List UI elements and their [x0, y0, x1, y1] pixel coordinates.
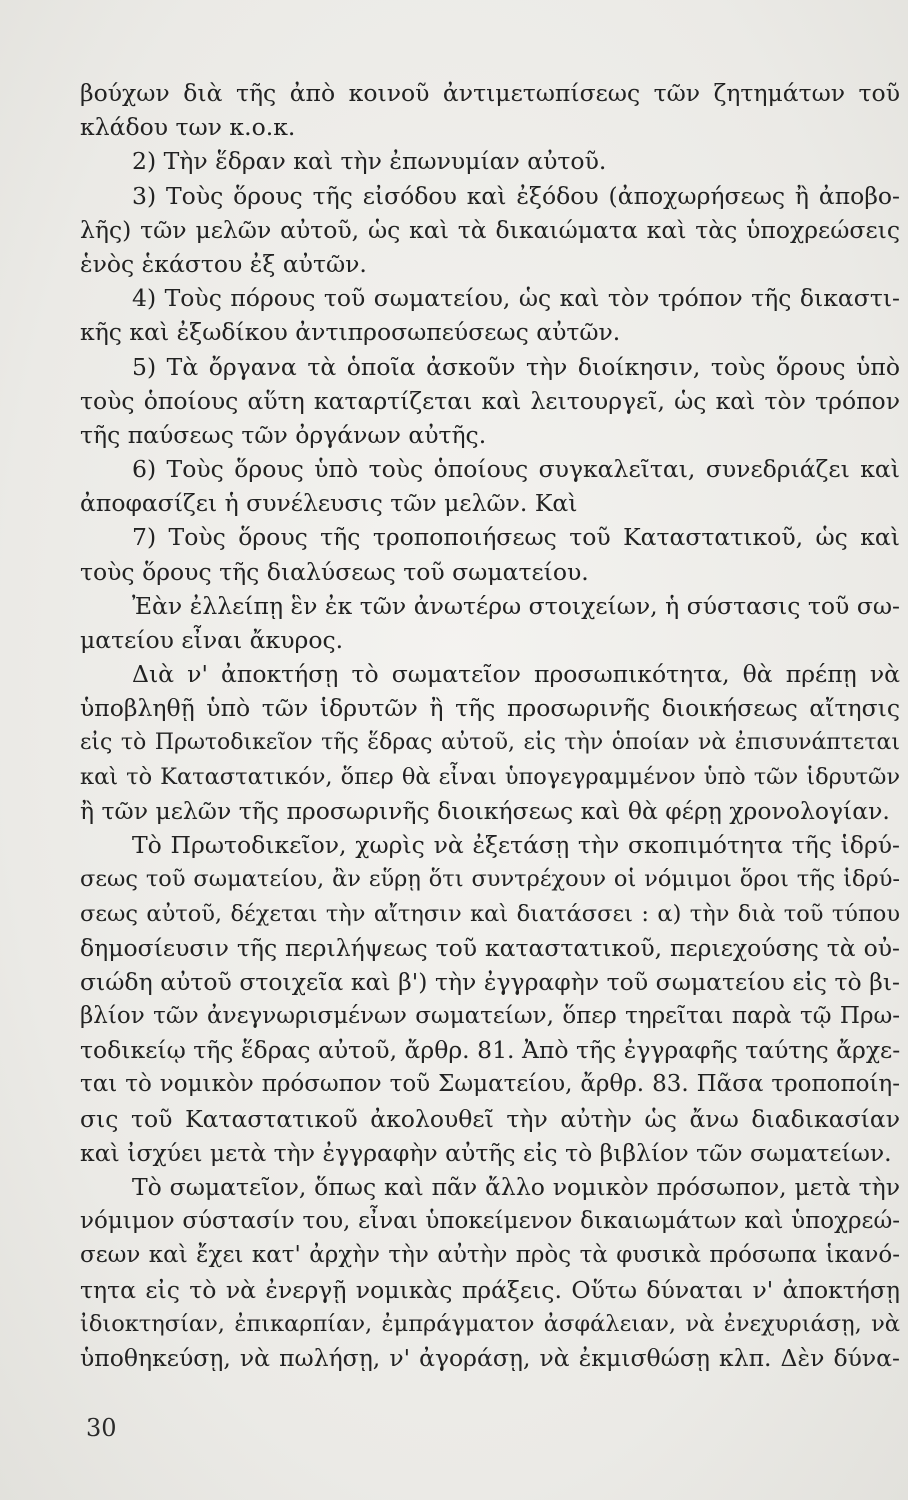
text-line: βούχων διὰ τῆς ἀπὸ κοινοῦ ἀντιμετωπίσεως τῶν ζητημάτων τοῦ: [80, 79, 900, 107]
text-line: τοὺς ὅρους τῆς διαλύσεως τοῦ σωματείου.: [80, 557, 589, 586]
text-line: σιώδη αὐτοῦ στοιχεῖα καὶ β') τὴν ἐγγραφὴν τοῦ σωματείου εἰς τὸ βι-: [80, 967, 900, 996]
text-line: τοὺς ὁποίους αὕτη καταρτίζεται καὶ λειτουργεῖ, ὡς καὶ τὸν τρόπον: [80, 386, 900, 415]
text-line: κλάδου των κ.ο.κ.: [80, 113, 296, 142]
text-line: κῆς καὶ ἐξωδίκου ἀντιπροσωπεύσεως αὐτῶν.: [80, 318, 621, 347]
text-line: Ἐὰν ἐλλείπῃ ἓν ἐκ τῶν ἀνωτέρω στοιχείων, ἡ σύστασις τοῦ σω-: [132, 591, 900, 620]
text-line: 7) Τοὺς ὅρους τῆς τροποποιήσεως τοῦ Καταστατικοῦ, ὡς καὶ: [132, 523, 900, 552]
body-text: [80, 76, 900, 1375]
text-line: Τὸ Πρωτοδικεῖον, χωρὶς νὰ ἐξετάσῃ τὴν σκοπιμότητα τῆς ἱδρύ-: [132, 831, 900, 860]
text-line: ματείου εἶναι ἄκυρος.: [80, 626, 344, 654]
text-line: 5) Τὰ ὄργανα τὰ ὁποῖα ἀσκοῦν τὴν διοίκησιν, τοὺς ὅρους ὑπὸ: [132, 352, 900, 381]
text-line: σις τοῦ Καταστατικοῦ ἀκολουθεῖ τὴν αὐτὴν ὡς ἄνω διαδικασίαν: [80, 1104, 900, 1133]
text-line: σεως αὐτοῦ, δέχεται τὴν αἴτησιν καὶ διατάσσει : α) τὴν διὰ τοῦ τύπου: [80, 900, 900, 927]
text-line: βλίον τῶν ἀνεγνωρισμένων σωματείων, ὅπερ τηρεῖται παρὰ τῷ Πρω-: [80, 1003, 900, 1030]
text-line: 2) Τὴν ἕδραν καὶ τὴν ἐπωνυμίαν αὐτοῦ.: [132, 147, 607, 176]
text-line: τητα εἰς τὸ νὰ ἐνεργῇ νομικὰς πράξεις. Οὕτω δύναται ν' ἀποκτήσῃ: [80, 1275, 900, 1304]
text-line: νόμιμον σύστασίν του, εἶναι ὑποκείμενον δικαιωμάτων καὶ ὑποχρεώ-: [80, 1208, 900, 1235]
text-line: 4) Τοὺς πόρους τοῦ σωματείου, ὡς καὶ τὸν τρόπον τῆς δικαστι-: [132, 284, 900, 313]
page-number: 30: [86, 1414, 117, 1442]
text-line: ἑνὸς ἑκάστου ἐξ αὐτῶν.: [80, 249, 367, 278]
text-line: καὶ ἰσχύει μετὰ τὴν ἐγγραφὴν αὐτῆς εἰς τὸ βιβλίον τῶν σωματείων.: [80, 1138, 892, 1167]
text-line: τοδικείῳ τῆς ἕδρας αὐτοῦ, ἄρθρ. 81. Ἀπὸ τῆς ἐγγραφῆς ταύτης ἄρχε-: [80, 1036, 900, 1065]
text-line: ἀποφασίζει ἡ συνέλευσις τῶν μελῶν. Καὶ: [80, 489, 578, 518]
text-line: Τὸ σωματεῖον, ὅπως καὶ πᾶν ἄλλο νομικὸν πρόσωπον, μετὰ τὴν: [132, 1173, 900, 1201]
text-line: 6) Τοὺς ὅρους ὑπὸ τοὺς ὁποίους συγκαλεῖται, συνεδριάζει καὶ: [132, 455, 900, 484]
text-line: Διὰ ν' ἀποκτήσῃ τὸ σωματεῖον προσωπικότητα, θὰ πρέπῃ νὰ: [132, 660, 900, 689]
text-line: σεων καὶ ἔχει κατ' ἀρχὴν τὴν αὐτὴν πρὸς τὰ φυσικὰ πρόσωπα ἱκανό-: [80, 1242, 900, 1269]
text-line: ὑποβληθῇ ὑπὸ τῶν ἱδρυτῶν ἢ τῆς προσωρινῆς διοικήσεως αἴτησις: [80, 694, 900, 723]
text-line: 3) Τοὺς ὅρους τῆς εἰσόδου καὶ ἐξόδου (ἀποχωρήσεως ἢ ἀποβο-: [132, 181, 900, 210]
text-line: λῆς) τῶν μελῶν αὐτοῦ, ὡς καὶ τὰ δικαιώματα καὶ τὰς ὑποχρεώσεις: [80, 215, 900, 244]
text-line: τῆς παύσεως τῶν ὀργάνων αὐτῆς.: [80, 420, 487, 449]
text-line: δημοσίευσιν τῆς περιλήψεως τοῦ καταστατικοῦ, περιεχούσης τὰ οὐ-: [80, 933, 900, 962]
text-line: σεως τοῦ σωματείου, ἂν εὕρῃ ὅτι συντρέχουν οἱ νόμιμοι ὅροι τῆς ἱδρύ-: [80, 866, 900, 893]
text-line: ται τὸ νομικὸν πρόσωπον τοῦ Σωματείου, ἄρθρ. 83. Πᾶσα τροποποίη-: [80, 1071, 900, 1098]
text-line: ἢ τῶν μελῶν τῆς προσωρινῆς διοικήσεως καὶ θὰ φέρῃ χρονολογίαν.: [80, 796, 890, 825]
text-line: καὶ τὸ Καταστατικόν, ὅπερ θὰ εἶναι ὑπογεγραμμένον ὑπὸ τῶν ἱδρυτῶν: [80, 763, 900, 790]
text-line: ὑποθηκεύσῃ, νὰ πωλήσῃ, ν' ἀγοράσῃ, νὰ ἐκμισθώσῃ κλπ. Δὲν δύνα-: [80, 1343, 900, 1372]
text-line: ἰδιοκτησίαν, ἐπικαρπίαν, ἐμπράγματον ἀσφάλειαν, νὰ ἐνεχυριάσῃ, νὰ: [80, 1310, 900, 1337]
text-line: εἰς τὸ Πρωτοδικεῖον τῆς ἕδρας αὐτοῦ, εἰς τὴν ὁποίαν νὰ ἐπισυνάπτεται: [80, 729, 900, 755]
